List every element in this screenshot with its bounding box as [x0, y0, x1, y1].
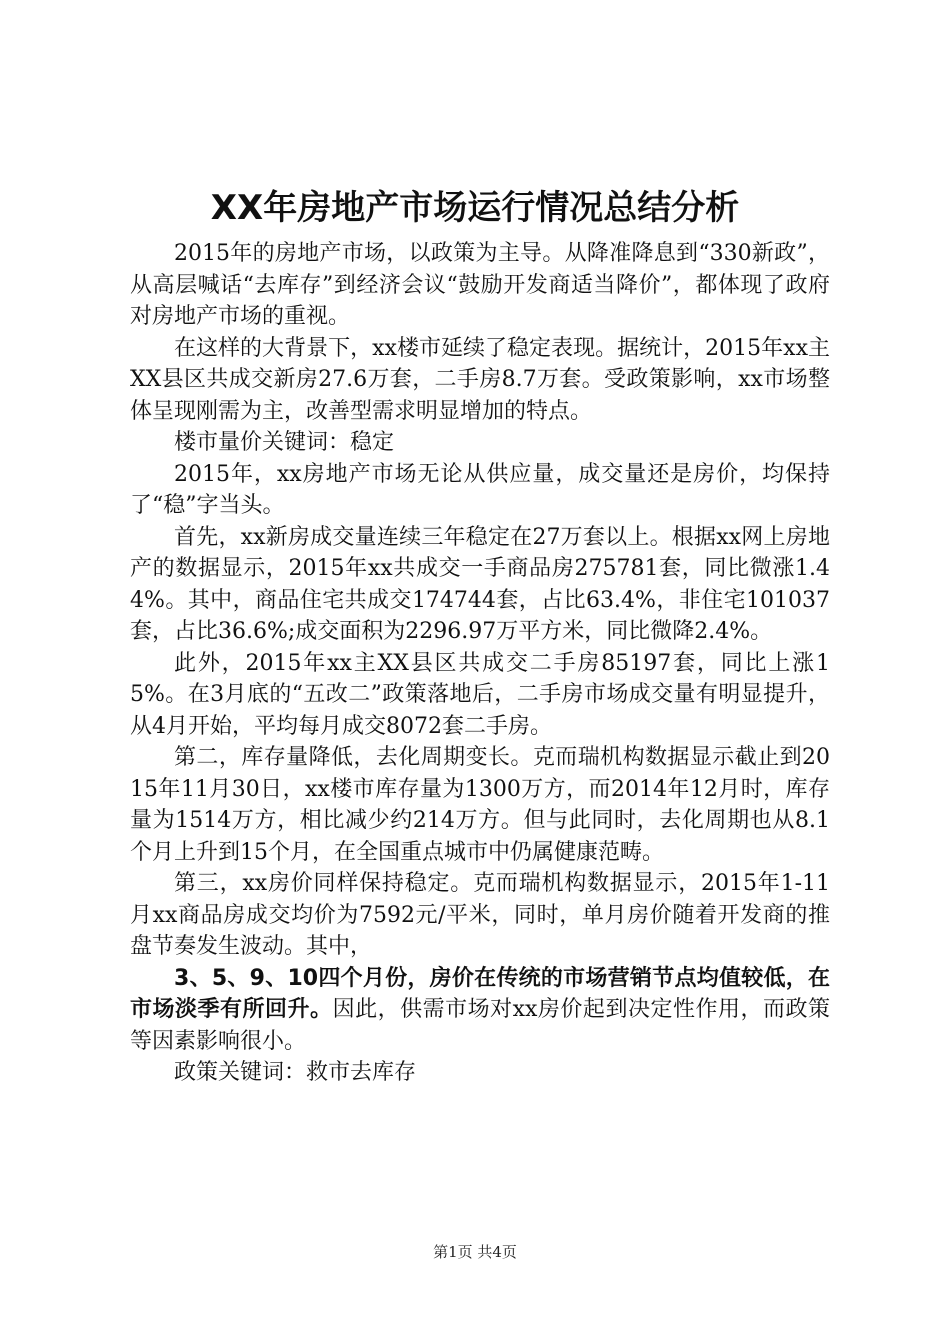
paragraph-9-bold: 3、5、9、10四个月份，房价在传统的市场营销节点均值较低，在市场淡季有所回升。: [130, 965, 830, 1022]
paragraph-10-heading: 政策关键词：救市去库存: [174, 1060, 417, 1085]
paragraph-5: 首先，xx新房成交量连续三年稳定在27万套以上。根据xx网上房地产的数据显示，2015年xx共成交一手商品房275781套，同比微涨1.44%。其中，商品住宅共成交174744套，占比63.4%，非住宅101037套，占比36.6%;成交面积为2296.97万平方米，同比微降2.4%。: [130, 524, 830, 644]
paragraph-8: 第三，xx房价同样保持稳定。克而瑞机构数据显示，2015年1-11月xx商品房成交均价为7592元/平米，同时，单月房价随着开发商的推盘节奏发生波动。其中，: [130, 871, 830, 959]
paragraph-4: 2015年，xx房地产市场无论从供应量，成交量还是房价，均保持了“稳”字当头。: [130, 461, 830, 518]
page-footer: 第1页 共4页: [433, 1243, 517, 1261]
paragraph-3-heading: 楼市量价关键词：稳定: [174, 430, 395, 455]
paragraph-9-rest: 因此，供需市场对xx房价起到决定性作用，而政策等因素影响很小。: [130, 997, 830, 1054]
paragraph-7: 第二，库存量降低，去化周期变长。克而瑞机构数据显示截止到2015年11月30日，xx楼市库存量为1300万方，而2014年12月时，库存量为1514万方，相比减少约214万方。但与此同时，去化周期也从8.1个月上升到15个月，在全国重点城市中仍属健康范畴。: [130, 745, 830, 865]
paragraph-2: 在这样的大背景下，xx楼市延续了稳定表现。据统计，2015年xx主XX县区共成交新房27.6万套，二手房8.7万套。受政策影响，xx市场整体呈现刚需为主，改善型需求明显增加的特点。: [130, 335, 830, 424]
paragraph-9: [130, 963, 830, 1058]
document-body: [130, 238, 830, 1089]
paragraph-1: 2015年的房地产市场，以政策为主导。从降准降息到“330新政”，从高层喊话“去库存”到经济会议“鼓励开发商适当降价”，都体现了政府对房地产市场的重视。: [130, 241, 830, 329]
document-title: XX年房地产市场运行情况总结分析: [210, 188, 740, 228]
paragraph-6: 此外，2015年xx主XX县区共成交二手房85197套，同比上涨15%。在3月底的“五改二”政策落地后，二手房市场成交量有明显提升，从4月开始，平均每月成交8072套二手房。: [130, 650, 830, 739]
